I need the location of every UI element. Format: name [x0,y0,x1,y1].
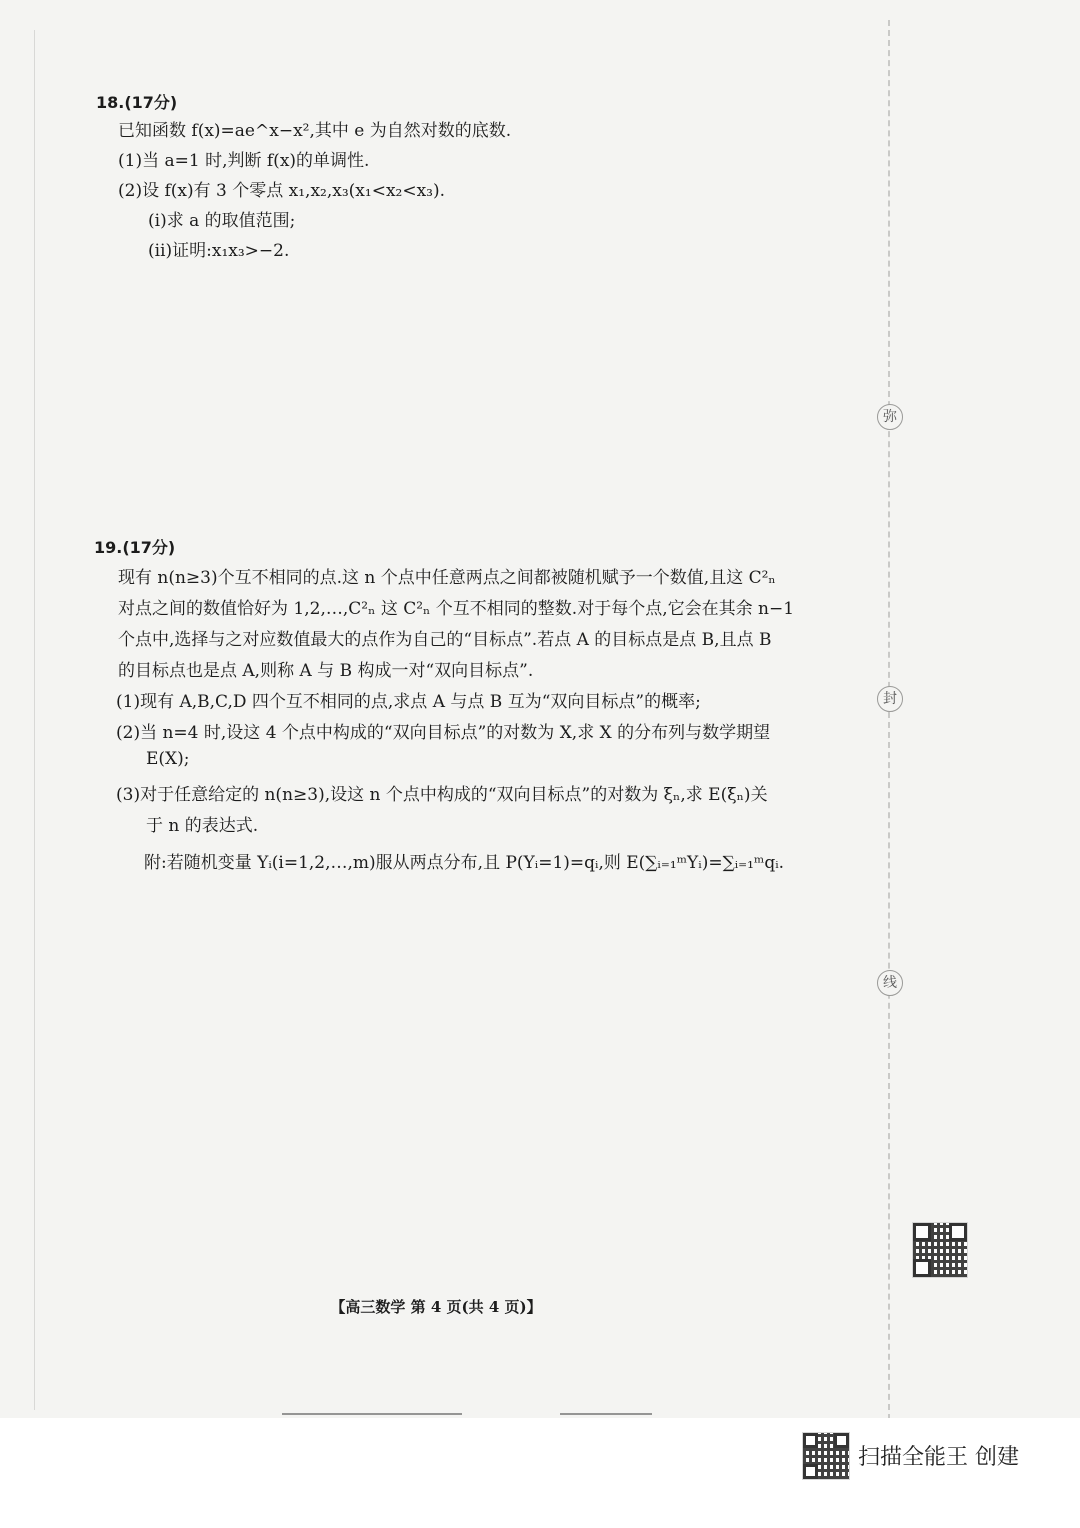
question-19-stem-line-4: 的目标点也是点 A,则称 A 与 B 构成一对“双向目标点”. [118,661,534,681]
question-19-header: 19.(17分) [94,538,176,557]
question-18-part-2: (2)设 f(x)有 3 个零点 x₁,x₂,x₃(x₁<x₂<x₃). [118,181,446,201]
question-19-stem-line-2: 对点之间的数值恰好为 1,2,…,C²ₙ 这 C²ₙ 个互不相同的整数.对于每个点,它会在其余 n−1 [118,599,795,619]
binding-mark-feng: 封 [877,686,903,712]
page-edge [34,30,35,1410]
question-19-part-1: (1)现有 A,B,C,D 四个互不相同的点,求点 A 与点 B 互为“双向目标点”的概率; [116,692,701,712]
question-19-appendix: 附:若随机变量 Yᵢ(i=1,2,…,m)服从两点分布,且 P(Yᵢ=1)=qᵢ,则 E(∑ᵢ₌₁ᵐYᵢ)=∑ᵢ₌₁ᵐqᵢ. [144,853,785,873]
question-19-stem-line-3: 个点中,选择与之对应数值最大的点作为自己的“目标点”.若点 A 的目标点是点 B,且点 B [118,630,772,650]
question-19-part-2-cont: E(X); [146,749,190,769]
question-18-stem: 已知函数 f(x)=ae^x−x²,其中 e 为自然对数的底数. [118,121,512,141]
question-19-part-2: (2)当 n=4 时,设这 4 个点中构成的“双向目标点”的对数为 X,求 X 的分布列与数学期望 [116,723,771,743]
scanner-brand-text: 扫描全能王 创建 [858,1445,1019,1470]
page-footer: 【高三数学 第 4 页(共 4 页)】 [330,1298,542,1316]
binding-mark-xian: 线 [877,970,903,996]
bottom-rule-right [560,1413,652,1415]
binding-mark-mi: 弥 [877,404,903,430]
page-qr-code [912,1222,968,1278]
question-18-header: 18.(17分) [96,93,178,112]
question-19-part-3-cont: 于 n 的表达式. [146,816,259,836]
scanner-watermark-bar [0,1418,1080,1528]
question-18-part-2-ii: (ⅱ)证明:x₁x₃>−2. [148,241,290,261]
question-19-stem-line-1: 现有 n(n≥3)个互不相同的点.这 n 个点中任意两点之间都被随机赋予一个数值,且这 C²ₙ [118,568,776,588]
question-18-part-2-i: (ⅰ)求 a 的取值范围; [148,211,296,231]
scanner-qr-icon [802,1432,850,1480]
question-19-part-3: (3)对于任意给定的 n(n≥3),设这 n 个点中构成的“双向目标点”的对数为 ξₙ,求 E(ξₙ)关 [116,785,768,805]
question-18-part-1: (1)当 a=1 时,判断 f(x)的单调性. [118,151,370,171]
binding-line [888,20,890,1430]
bottom-rule-left [282,1413,462,1415]
